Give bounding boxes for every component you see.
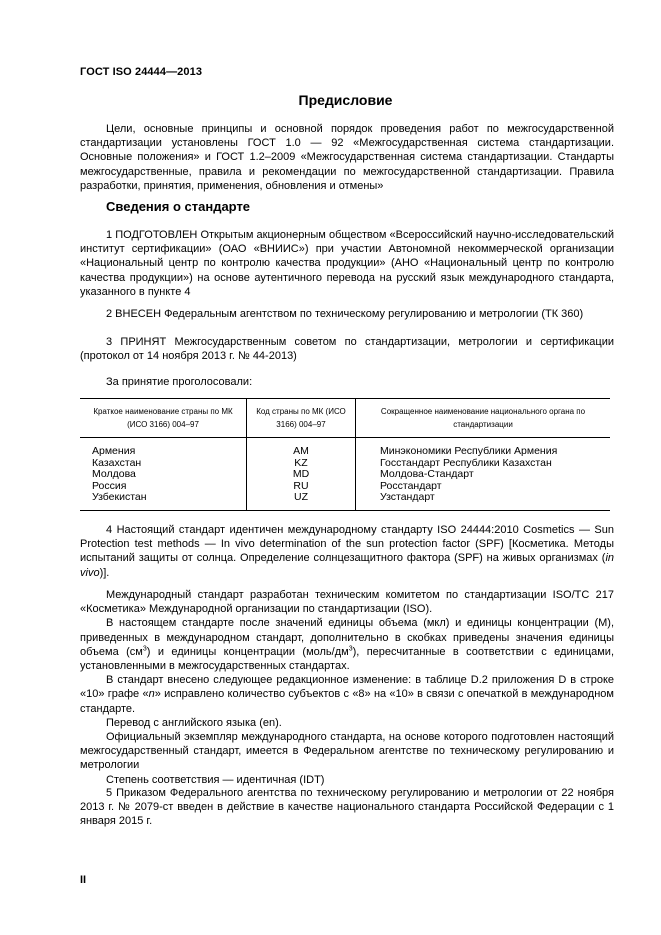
- table-row: [80, 492, 610, 510]
- table-row: [80, 438, 610, 458]
- cell-code: RU: [247, 481, 356, 493]
- cell-country: Россия: [80, 481, 247, 493]
- document-header: ГОСТ ISO 24444—2013: [80, 66, 203, 78]
- note-translation: Перевод с английского языка (en).: [106, 716, 282, 729]
- cell-code: AM: [247, 438, 356, 458]
- cell-country: Казахстан: [80, 458, 247, 470]
- note-official: Официальный экземпляр международного стандарта, на основе которого подготовлен настоящий межгосударственный стандарт, имеется в Федеральном агентстве по техническому регулированию и метрологии: [80, 731, 614, 772]
- item-4-paragraph: [80, 523, 614, 580]
- cell-body: Минэкономики Республики Армения: [356, 438, 611, 458]
- item-5-paragraph: 5 Приказом Федерального агентства по техническому регулированию и метрологии от 22 ноября 2013 г. № 2079-ст введен в действие в качестве национального стандарта Российской Федерации с 1 января 2015 г.: [80, 787, 614, 828]
- column-header-code: Код страны по МК (ИСО 3166) 004–97: [247, 399, 356, 438]
- item-4-text: 4 Настоящий стандарт идентичен международному стандарту ISO 24444:2010 Cosmetics — Sun Protection test methods — In vivo determination of the sun protection factor (SPF) [Косметика. Методы испытаний защиты от солнца. Определение солнцезащитного фактора (SPF) на живых организмах (: [80, 524, 614, 565]
- page-number: II: [80, 874, 87, 886]
- cell-code: MD: [247, 469, 356, 481]
- cell-country: Узбекистан: [80, 492, 247, 510]
- column-header-body: Сокращенное наименование национального органа по стандартизации: [356, 399, 611, 438]
- cell-country: Армения: [80, 438, 247, 458]
- item-3-paragraph: 3 ПРИНЯТ Межгосударственным советом по стандартизации, метрологии и сертификации (протокол от 14 ноября 2013 г. № 44-2013): [80, 336, 614, 363]
- item-4-italic: in vivo: [80, 552, 614, 579]
- table-row: [80, 458, 610, 470]
- section-title: Сведения о стандарте: [106, 199, 251, 214]
- item-4-tail: )].: [99, 566, 110, 579]
- page-title: Предисловие: [298, 92, 393, 108]
- item-1-paragraph: 1 ПОДГОТОВЛЕН Открытым акционерным обществом «Всероссийский научно-исследовательский институт сертификации» (ОАО «ВНИИС») при участии Автономной некоммерческой организации «Национальный центр по контролю качества продукции» (АНО «Национальный центр по контролю качества продукции») на основе аутентичного перевода на русский язык международного стандарта, указанного в пункте 4: [80, 229, 614, 298]
- cell-body: Молдова-Стандарт: [356, 469, 611, 481]
- note-conformity: Степень соответствия — идентичная (IDT): [106, 773, 325, 786]
- note-units: В настоящем стандарте после значений единицы объема (мкл) и единицы концентрации (М), приведенных в международном стандарт, дополнительно в скобках приведены значения единицы объема $(см^3)$ и единицы концентрации $(моль/дм^3)$, пересчитанные в соответствии с единицами, установленными в межгосударственных стандартах.: [80, 617, 614, 673]
- voting-table: [80, 398, 610, 511]
- column-header-country: Краткое наименование страны по МК (ИСО 3166) 004–97: [80, 399, 247, 438]
- intro-paragraph: Цели, основные принципы и основной порядок проведения работ по межгосударственной стандартизации установлены ГОСТ 1.0 — 92 «Межгосударственная система стандартизации. Основные положения» и ГОСТ 1.2–2009 «Межгосударственная система стандартизации. Стандарты межгосударственные, правила и рекомендации по межгосударственной стандартизации. Правила разработки, принятия, применения, обновления и отмены»: [80, 123, 614, 192]
- item-2-paragraph: 2 ВНЕСЕН Федеральным агентством по техническому регулированию и метрологии (ТК 360): [106, 308, 584, 320]
- table-row: [80, 469, 610, 481]
- cell-body: Узстандарт: [356, 492, 611, 510]
- cell-code: KZ: [247, 458, 356, 470]
- note-developed: Международный стандарт разработан техническим комитетом по стандартизации ISO/TC 217 «Косметика» Международной организации по стандартизации (ISO).: [80, 589, 614, 616]
- cell-body: Росстандарт: [356, 481, 611, 493]
- cell-body: Госстандарт Республики Казахстан: [356, 458, 611, 470]
- note-editorial: В стандарт внесено следующее редакционное изменение: в таблице D.2 приложения D в строке «10» графе «n» исправлено количество субъектов с «8» на «10» в связи с опечаткой в международном стандарте.: [80, 674, 614, 715]
- cell-country: Молдова: [80, 469, 247, 481]
- notes-block: [80, 588, 614, 787]
- voted-label: За принятие проголосовали:: [106, 376, 253, 388]
- table-header-row: [80, 399, 610, 438]
- cell-code: UZ: [247, 492, 356, 510]
- table-row: [80, 481, 610, 493]
